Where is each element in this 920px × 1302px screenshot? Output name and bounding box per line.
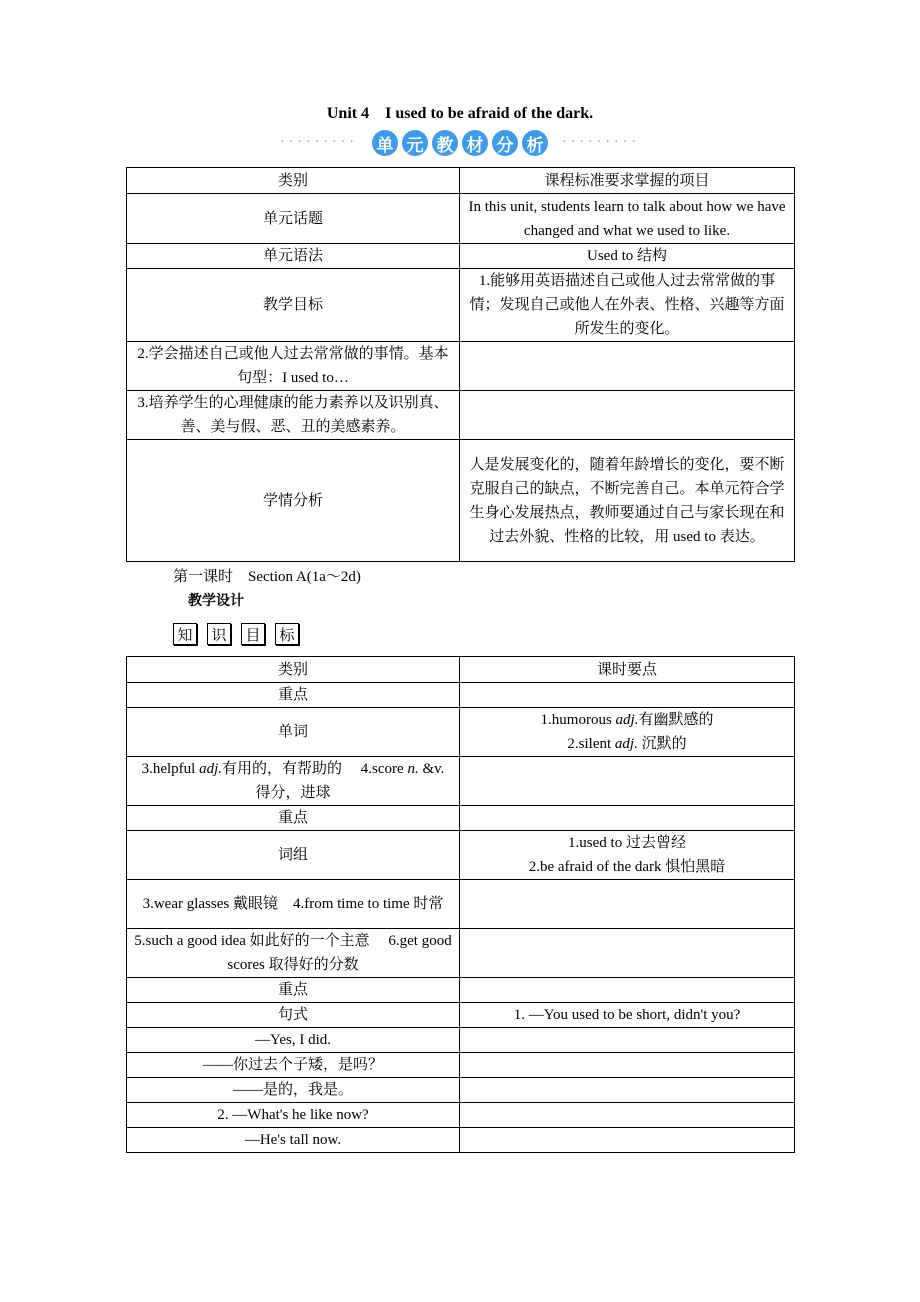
cell: 教学目标 <box>127 269 460 342</box>
dots-decoration: ········· <box>562 135 640 150</box>
text: 1.used to 过去曾经 <box>568 835 686 851</box>
empty-cell <box>460 880 795 929</box>
banner-char: 教 <box>432 130 458 156</box>
empty-cell <box>460 1078 795 1103</box>
text: 2.silent <box>567 736 615 752</box>
cell: 重点 <box>127 978 460 1003</box>
subtitle: 教学设计 <box>188 593 244 609</box>
text: 2.be afraid of the dark 惧怕黑暗 <box>528 859 726 875</box>
cell: 1.能够用英语描述自己或他人过去常常做的事情；发现自己或他人在外表、性格、兴趣等方面所发生的变化。 <box>460 269 795 342</box>
cell <box>460 708 795 757</box>
header-cell: 课程标准要求掌握的项目 <box>460 168 795 194</box>
cell: 学情分析 <box>127 440 460 562</box>
cell: 单元话题 <box>127 194 460 244</box>
cell: In this unit, students learn to talk about how we have changed and what we used to like. <box>460 194 795 244</box>
empty-cell <box>460 978 795 1003</box>
banner-char: 材 <box>462 130 488 156</box>
text: 沉默的 <box>637 736 687 752</box>
cell <box>460 831 795 880</box>
cell: 5.such a good idea 如此好的一个主意 6.get good scores 取得好的分数 <box>127 929 460 978</box>
empty-cell <box>460 757 795 806</box>
cell: 2.学会描述自己或他人过去常常做的事情。基本句型：I used to… <box>127 342 460 391</box>
cell: ——是的，我是。 <box>127 1078 460 1103</box>
text: adj. <box>199 761 223 777</box>
empty-cell <box>460 683 795 708</box>
cell: 2. —What's he like now? <box>127 1103 460 1128</box>
text: adj. <box>614 736 638 752</box>
boxed-char: 知 <box>173 623 197 645</box>
cell: —Yes, I did. <box>127 1028 460 1053</box>
empty-cell <box>460 1103 795 1128</box>
empty-cell <box>460 806 795 831</box>
cell <box>127 757 460 806</box>
unit-analysis-table <box>126 167 795 562</box>
cell: 单词 <box>127 708 460 757</box>
cell: 1. —You used to be short, didn't you? <box>460 1003 795 1028</box>
cell: Used to 结构 <box>460 244 795 269</box>
text: 有用的，有帮助的 4.score <box>222 761 408 777</box>
cell: —He's tall now. <box>127 1128 460 1153</box>
text: 1.humorous <box>540 712 616 728</box>
boxed-char: 识 <box>207 623 231 645</box>
header-cell: 课时要点 <box>460 657 795 683</box>
knowledge-table <box>126 656 795 1153</box>
banner-char: 分 <box>492 130 518 156</box>
section-banner <box>0 130 920 156</box>
header-cell: 类别 <box>127 168 460 194</box>
text: 3.helpful <box>141 761 200 777</box>
cell: 单元语法 <box>127 244 460 269</box>
text: n. <box>407 761 419 777</box>
text: &v. 得分，进球 <box>255 761 445 801</box>
cell: 词组 <box>127 831 460 880</box>
cell: 句式 <box>127 1003 460 1028</box>
header-cell: 类别 <box>127 657 460 683</box>
banner-char: 析 <box>522 130 548 156</box>
knowledge-goals-label <box>173 623 299 645</box>
boxed-char: 目 <box>241 623 265 645</box>
cell: 重点 <box>127 806 460 831</box>
dots-decoration: ········· <box>280 135 358 150</box>
text: 有幽默感的 <box>638 712 714 728</box>
empty-cell <box>460 1053 795 1078</box>
cell <box>460 391 795 440</box>
empty-cell <box>460 1128 795 1153</box>
text: adj. <box>615 712 639 728</box>
cell: 3.培养学生的心理健康的能力素养以及识别真、善、美与假、恶、丑的美感素养。 <box>127 391 460 440</box>
cell: 重点 <box>127 683 460 708</box>
cell: ——你过去个子矮，是吗？ <box>127 1053 460 1078</box>
empty-cell <box>460 1028 795 1053</box>
unit-title: Unit 4 I used to be afraid of the dark. <box>326 105 594 122</box>
cell: 3.wear glasses 戴眼镜 4.from time to time 时常 <box>127 880 460 929</box>
boxed-char: 标 <box>275 623 299 645</box>
empty-cell <box>460 929 795 978</box>
banner-char: 元 <box>402 130 428 156</box>
banner-char: 单 <box>372 130 398 156</box>
cell <box>460 342 795 391</box>
cell: 人是发展变化的，随着年龄增长的变化，要不断克服自己的缺点，不断完善自己。本单元符合学生身心发展热点，教师要通过自己与家长现在和过去外貌、性格的比较，用 used to 表达。 <box>460 440 795 562</box>
lesson-heading: 第一课时 Section A(1a～2d) <box>173 569 361 585</box>
